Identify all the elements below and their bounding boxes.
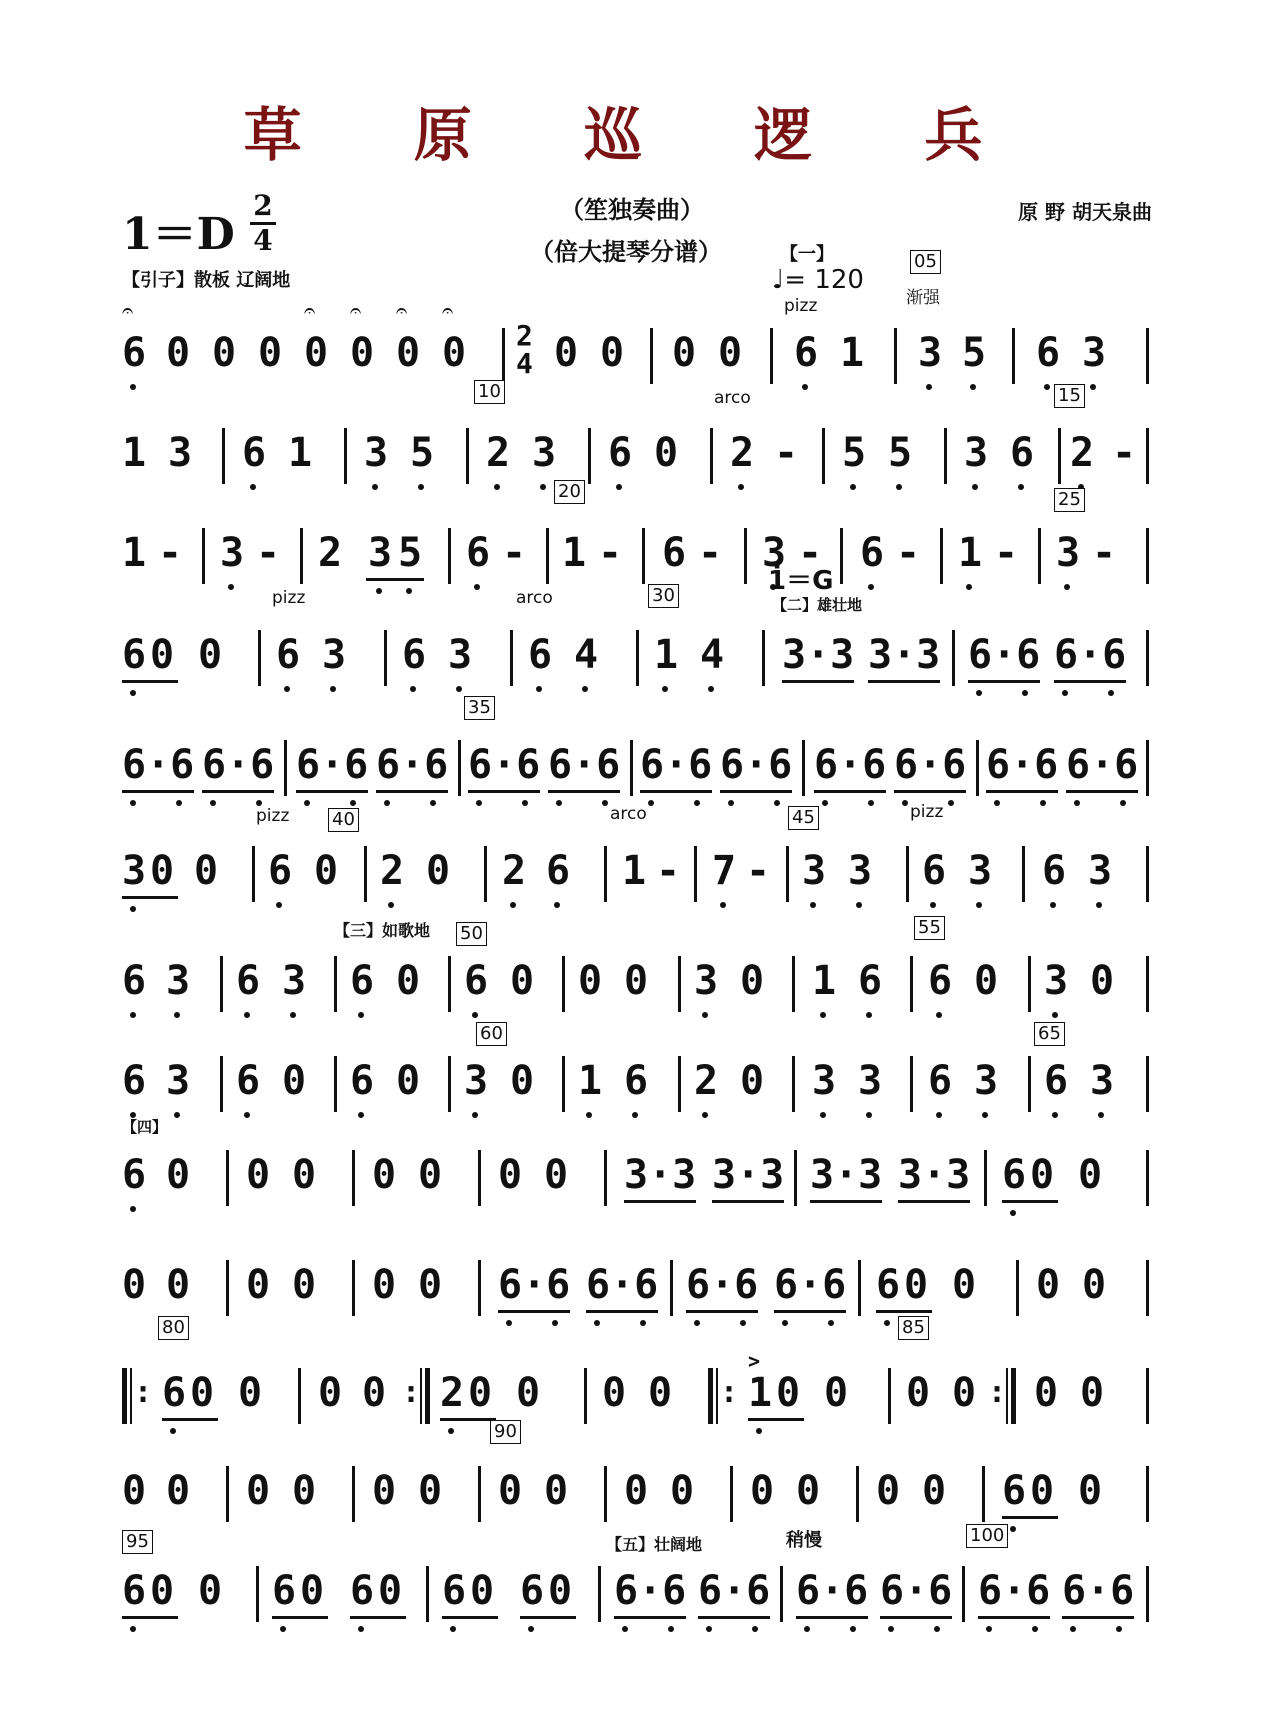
section-3-label: 【三】如歌地: [334, 921, 431, 940]
staff-row-4: 6 0 0 6 3 6 3 6 4 1 4 3·3 3·3 6·6 6·6: [122, 620, 1150, 710]
measure-number-30: 30: [648, 584, 679, 608]
staff-row-11: : 6 0 0 0 0 : 2 0 0 0 0 : > 1 0 0 0 0 : 0 0: [122, 1358, 1150, 1448]
tempo-marking: ♩= 120: [772, 265, 864, 295]
pizz-marking-4: pizz: [910, 802, 944, 822]
arco-marking-2: arco: [516, 588, 553, 608]
measure-number-05: 05: [910, 250, 941, 274]
arco-marking-3: arco: [610, 804, 647, 824]
staff-row-8: 6 3 6 0 6 0 3 0 1 6 2 0 3 3 6 3 6 3: [122, 1046, 1150, 1136]
pizz-marking-3: pizz: [256, 806, 290, 826]
staff-row-7: 6 3 6 3 6 0 6 0 0 0 3 0 1 6 6 0 3 0: [122, 946, 1150, 1036]
section-2-label: 【二】雄壮地: [772, 596, 863, 614]
pizz-marking: pizz: [784, 296, 818, 316]
section-5-label: 【五】壮阔地: [606, 1535, 703, 1554]
composer: 原 野 胡天泉曲: [1018, 200, 1152, 224]
section-4-label: 【四】: [122, 1118, 168, 1136]
measure-number-35: 35: [464, 696, 495, 720]
key-change: 1̇＝G: [768, 566, 834, 596]
pizz-marking-2: pizz: [272, 588, 306, 608]
measure-number-15: 15: [1054, 384, 1085, 408]
intro-marking: 【引子】散板 辽阔地: [122, 270, 291, 291]
measure-number-60: 60: [476, 1022, 507, 1046]
staff-row-9: 6 0 0 0 0 0 0 0 3·3 3·3 3·3 3·3 6 0 0: [122, 1140, 1150, 1230]
measure-number-85: 85: [898, 1316, 929, 1340]
section-1-label: 【一】: [780, 244, 834, 265]
measure-number-10: 10: [474, 380, 505, 404]
time-sig-bottom: 4: [253, 224, 273, 257]
time-sig-top: 2: [253, 189, 273, 222]
staff-row-10: 0 0 0 0 0 0 6·6 6·6 6·6 6·6 6 0 0 0 0: [122, 1250, 1150, 1340]
page-title: 草 原 巡 逻 兵: [243, 101, 1029, 169]
measure-number-55: 55: [914, 916, 945, 940]
measure-number-90: 90: [490, 1420, 521, 1444]
staff-row-3: 1 - 3 - 2 3 5 6 - 1 - 6 - 3 - 6 - 1 - 3 -: [122, 518, 1150, 608]
staff-row-1: 𝄐 6 0 0 0 𝄐 0 𝄐 0 𝄐 0 𝄐 0 2 4 0 0 0 0 6 1 3 5 6 3: [122, 318, 1150, 408]
staff-row-6: 3 0 0 6 0 2 0 2 6 1 - 7 - 3 3 6 3 6 3: [122, 836, 1150, 926]
subtitle-part: （倍大提琴分谱）: [530, 238, 722, 266]
time-signature: [250, 189, 276, 257]
measure-number-95: 95: [122, 1530, 153, 1554]
key-signature: 1＝D: [122, 209, 235, 260]
staff-row-12: 0 0 0 0 0 0 0 0 0 0 0 0 0 0 6 0 0: [122, 1456, 1150, 1546]
measure-number-100: 100: [966, 1524, 1008, 1548]
measure-number-25: 25: [1054, 488, 1085, 512]
measure-number-65: 65: [1034, 1022, 1065, 1046]
subtitle-instrument: （笙独奏曲）: [560, 196, 704, 224]
measure-number-20: 20: [554, 480, 585, 504]
staff-row-13: 6 0 0 6 0 6 0 6 0 6 0 6·6 6·6 6·6 6·6 6·6 6·6: [122, 1556, 1150, 1646]
measure-number-45: 45: [788, 806, 819, 830]
measure-number-40: 40: [328, 808, 359, 832]
staff-row-2: 1 3 6 1 3 5 2 3 6 0 2 - 5 5 3 6 2 -: [122, 418, 1150, 508]
staff-row-5: 6·6 6·6 6·6 6·6 6·6 6·6 6·6 6·6 6·6 6·6 6·6 6·6: [122, 730, 1150, 820]
crescendo-marking: 渐强: [906, 288, 940, 308]
arco-marking-1: arco: [714, 388, 751, 408]
measure-number-80: 80: [158, 1316, 189, 1340]
measure-number-50: 50: [456, 922, 487, 946]
slower-marking: 稍慢: [786, 1530, 822, 1551]
